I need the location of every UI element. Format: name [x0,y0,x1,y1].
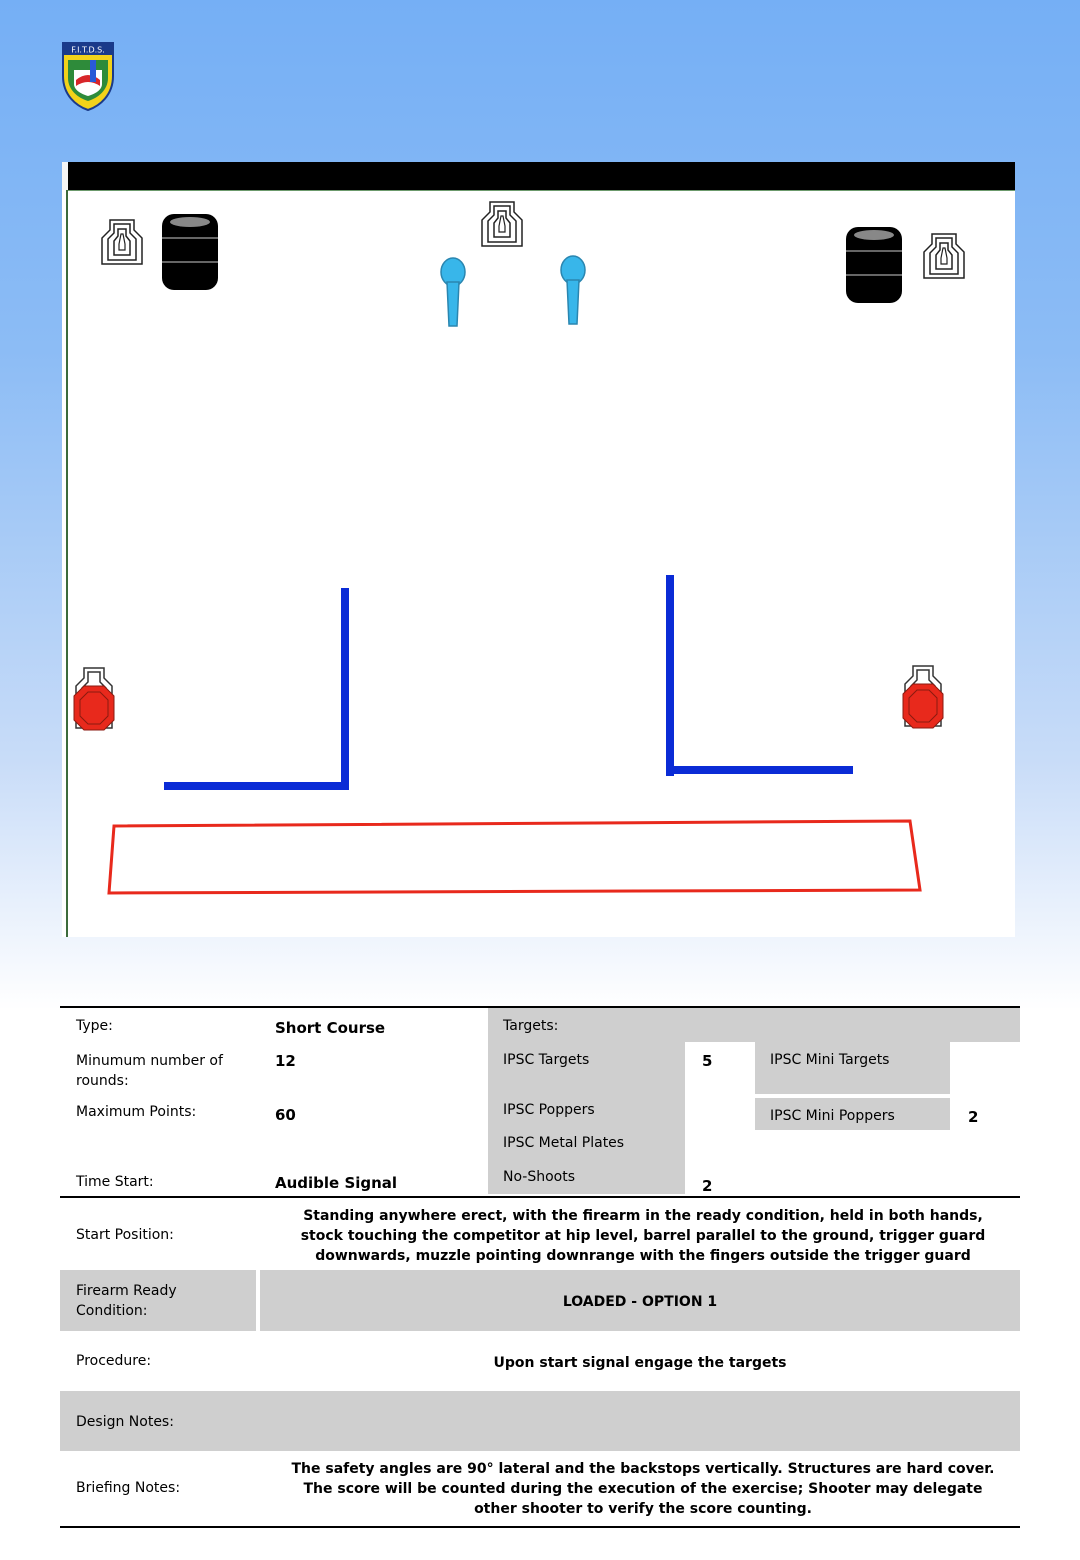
no-shoots-label: No-Shoots [503,1169,576,1185]
wall-icon [666,575,853,776]
mini-targets-bg [755,1042,950,1094]
table-divider [60,1196,1020,1198]
min-rounds-value: 12 [275,1052,296,1070]
firearm-ready-label: Firearm Ready Condition: [76,1283,177,1319]
type-value: Short Course [275,1019,386,1037]
shooting-box-icon [109,821,920,893]
time-start-label: Time Start: [76,1174,154,1190]
wall-icon [164,588,349,790]
stage-diagram [62,162,1015,937]
procedure-value: Upon start signal engage the targets [493,1355,787,1371]
targets-header-bg [488,1008,1020,1042]
start-position-label: Start Position: [76,1227,174,1243]
time-start-value: Audible Signal [275,1174,398,1192]
briefing-notes-value: The safety angles are 90° lateral and the backstops vertically. Structures are hard cover. The score will be counted during the execution of the exercise; Shooter may delegate other shooter to verify the score counting. [291,1461,995,1517]
ipsc-mini-targets-label: IPSC Mini Targets [770,1052,890,1068]
design-notes-label: Design Notes: [76,1414,174,1430]
no-shoot-icon [903,666,943,728]
ipsc-target-icon [102,220,142,264]
stage-info-table [60,1006,1020,1528]
ipsc-target-icon [924,234,964,278]
ipsc-targets-label: IPSC Targets [503,1052,590,1068]
design-notes-bg [60,1391,1020,1451]
start-position-value: Standing anywhere erect, with the firearm in the ready condition, held in both hands, stock touching the competitor at hip level, barrel parallel to the ground, trigger guard downwards, muzzle pointing downrange with the fingers outside the trigger guard [300,1208,986,1264]
ipsc-mini-poppers-label: IPSC Mini Poppers [770,1108,895,1124]
firearm-ready-value: LOADED - OPTION 1 [562,1294,718,1310]
barrel-icon [162,214,218,290]
ipsc-mini-poppers-value: 2 [968,1108,979,1126]
procedure-label: Procedure: [76,1353,152,1369]
targets-label: Targets: [503,1018,559,1034]
barrel-icon [846,227,902,303]
no-shoot-icon [74,668,114,730]
ipsc-targets-value: 5 [702,1052,713,1070]
popper-icon [561,256,585,324]
fitds-logo-icon [60,40,116,112]
ipsc-metal-plates-label: IPSC Metal Plates [503,1135,625,1151]
popper-icon [441,258,465,326]
no-shoots-value: 2 [702,1177,713,1195]
min-rounds-label: Minumum number of rounds: [76,1053,223,1089]
type-label: Type: [76,1018,113,1034]
max-points-value: 60 [275,1106,296,1124]
max-points-label: Maximum Points: [76,1104,197,1120]
logo-text: F.I.T.D.S. [71,45,105,55]
briefing-notes-label: Briefing Notes: [76,1480,181,1496]
ipsc-poppers-label: IPSC Poppers [503,1102,595,1118]
ipsc-target-icon [482,202,522,246]
